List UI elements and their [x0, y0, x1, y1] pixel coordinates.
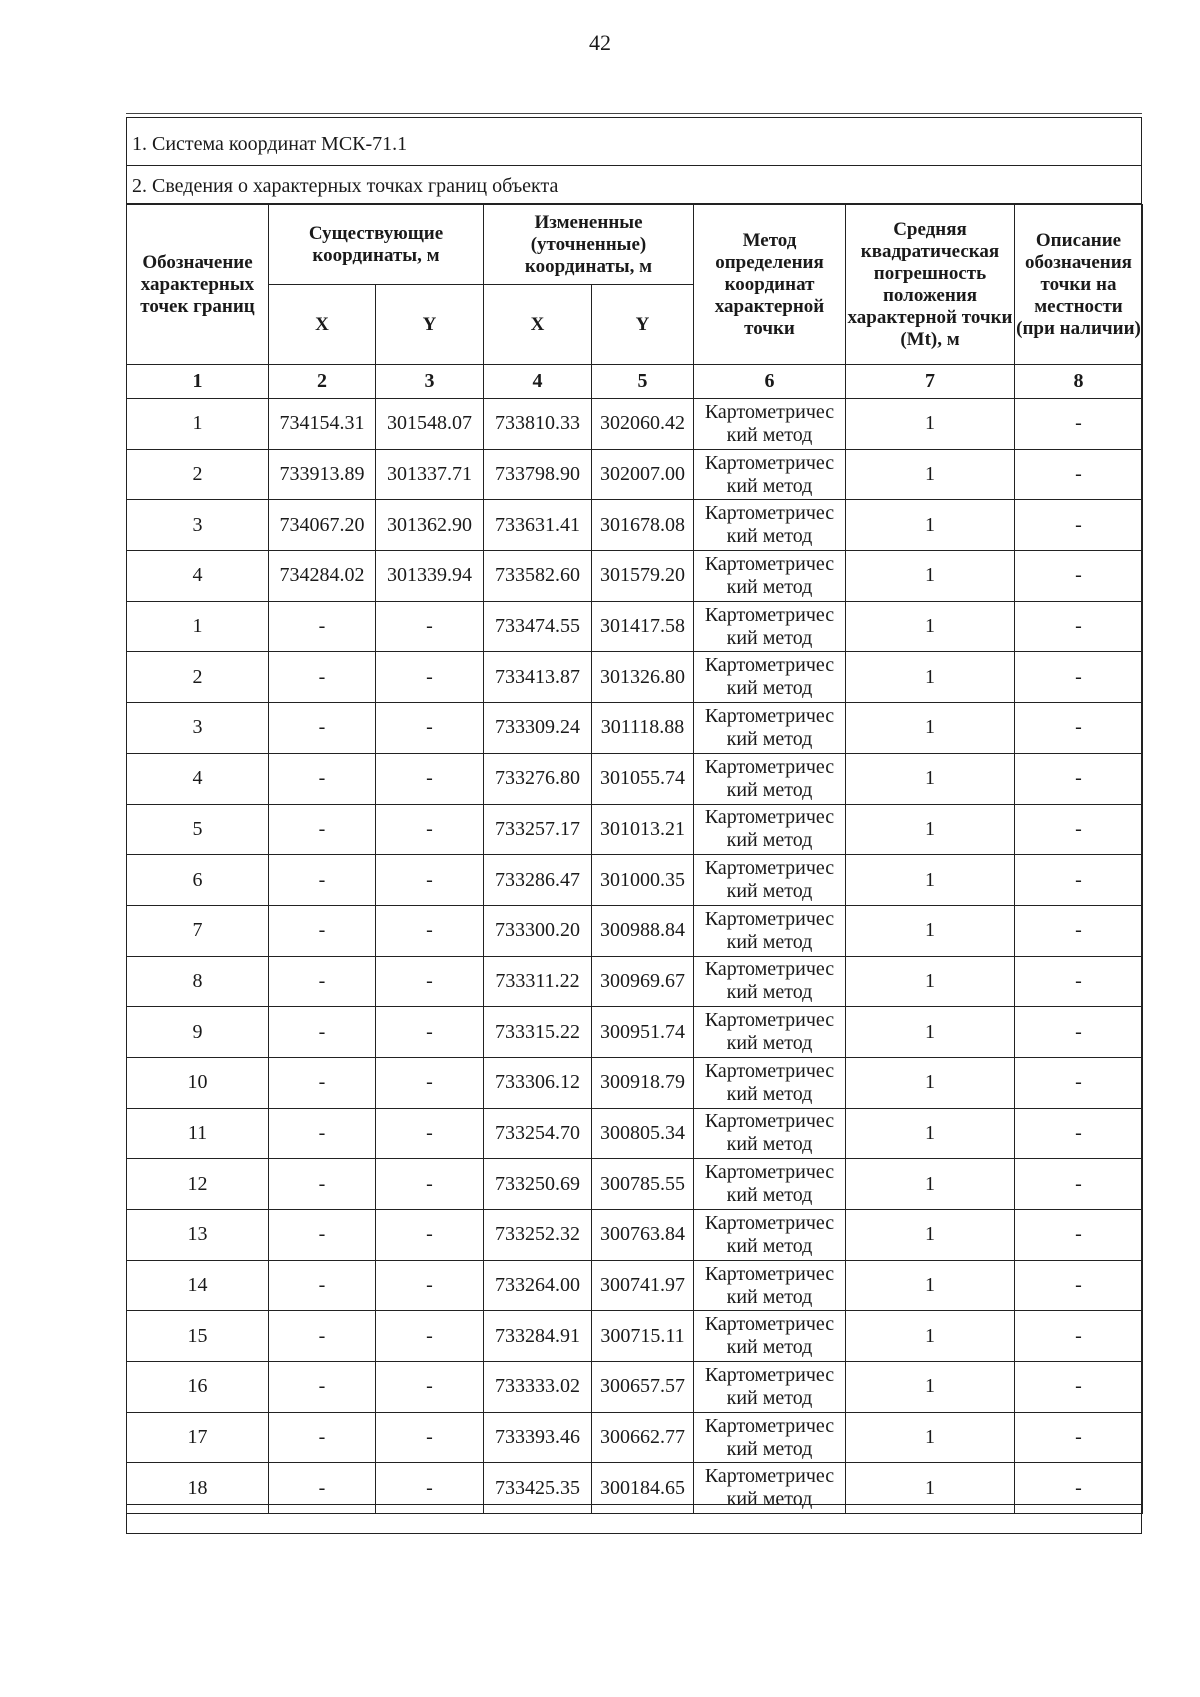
method-text: Картометричес	[704, 958, 835, 981]
method-cell	[694, 1057, 846, 1108]
existing-y-cell: -	[376, 753, 484, 804]
changed-y-cell: 301579.20	[592, 551, 694, 602]
changed-y-cell: 300951.74	[592, 1007, 694, 1058]
table-row	[127, 652, 1143, 703]
method-text: кий метод	[726, 1234, 813, 1257]
point-cell: 1	[127, 601, 269, 652]
table-row	[127, 1463, 1143, 1514]
point-cell: 18	[127, 1463, 269, 1514]
changed-x-cell: 733250.69	[484, 1159, 592, 1210]
point-cell: 6	[127, 855, 269, 906]
method-text: кий метод	[726, 1336, 813, 1359]
mean-error-cell: 1	[846, 753, 1015, 804]
table-row	[127, 399, 1143, 450]
method-text: Картометричес	[704, 552, 835, 575]
method-text: Картометричес	[704, 907, 835, 930]
existing-x-cell: 733913.89	[269, 449, 376, 500]
mean-error-cell: 1	[846, 449, 1015, 500]
changed-x-cell: 733309.24	[484, 703, 592, 754]
description-cell: -	[1015, 1260, 1143, 1311]
method-text: кий метод	[726, 930, 813, 953]
point-cell: 5	[127, 804, 269, 855]
mean-error-cell: 1	[846, 1108, 1015, 1159]
method-text: кий метод	[726, 1285, 813, 1308]
method-text: Картометричес	[704, 1414, 835, 1437]
method-text: Картометричес	[704, 755, 835, 778]
mean-error-cell: 1	[846, 1260, 1015, 1311]
method-text: Картометричес	[704, 400, 835, 423]
mean-error-cell: 1	[846, 1007, 1015, 1058]
existing-y-cell: -	[376, 956, 484, 1007]
method-cell	[694, 1311, 846, 1362]
existing-y-cell: 301362.90	[376, 500, 484, 551]
mean-error-cell: 1	[846, 1159, 1015, 1210]
changed-x-cell: 733315.22	[484, 1007, 592, 1058]
existing-x-cell: -	[269, 905, 376, 956]
method-cell	[694, 905, 846, 956]
existing-y-cell: -	[376, 1362, 484, 1413]
changed-y-cell: 300969.67	[592, 956, 694, 1007]
existing-y-cell: -	[376, 1463, 484, 1514]
method-cell	[694, 1007, 846, 1058]
existing-y-cell: -	[376, 1159, 484, 1210]
mean-error-cell: 1	[846, 905, 1015, 956]
changed-x-cell: 733582.60	[484, 551, 592, 602]
existing-y-cell: -	[376, 1210, 484, 1261]
description-cell: -	[1015, 1463, 1143, 1514]
method-text: кий метод	[726, 626, 813, 649]
method-text: кий метод	[726, 1184, 813, 1207]
method-text: Картометричес	[704, 603, 835, 626]
table-row	[127, 1210, 1143, 1261]
description-cell: -	[1015, 855, 1143, 906]
point-cell: 11	[127, 1108, 269, 1159]
method-cell	[694, 1463, 846, 1514]
existing-x-cell: 734067.20	[269, 500, 376, 551]
method-text: кий метод	[726, 727, 813, 750]
existing-x-cell: -	[269, 601, 376, 652]
changed-x-cell: 733300.20	[484, 905, 592, 956]
description-cell: -	[1015, 449, 1143, 500]
changed-y-cell: 300763.84	[592, 1210, 694, 1261]
point-cell: 13	[127, 1210, 269, 1261]
existing-x-cell: -	[269, 1412, 376, 1463]
method-cell	[694, 449, 846, 500]
changed-y-cell: 302007.00	[592, 449, 694, 500]
changed-x-cell: 733254.70	[484, 1108, 592, 1159]
mean-error-cell: 1	[846, 399, 1015, 450]
changed-x-cell: 733264.00	[484, 1260, 592, 1311]
existing-x-cell: 734284.02	[269, 551, 376, 602]
method-cell	[694, 1108, 846, 1159]
method-cell	[694, 804, 846, 855]
existing-x-cell: -	[269, 703, 376, 754]
method-text: Картометричес	[704, 1211, 835, 1234]
table-row	[127, 1362, 1143, 1413]
method-text: Картометричес	[704, 1110, 835, 1133]
existing-y-cell: -	[376, 855, 484, 906]
existing-x-cell: -	[269, 1210, 376, 1261]
changed-y-cell: 301326.80	[592, 652, 694, 703]
mean-error-cell: 1	[846, 1362, 1015, 1413]
table-row	[127, 1007, 1143, 1058]
changed-y-cell: 301118.88	[592, 703, 694, 754]
header-existing-x: X	[269, 285, 376, 365]
method-text: кий метод	[726, 880, 813, 903]
method-text: Картометричес	[704, 857, 835, 880]
point-cell: 17	[127, 1412, 269, 1463]
method-cell	[694, 601, 846, 652]
method-text: кий метод	[726, 1133, 813, 1156]
point-cell: 15	[127, 1311, 269, 1362]
method-text: кий метод	[726, 423, 813, 446]
method-text: кий метод	[726, 778, 813, 801]
existing-x-cell: -	[269, 1159, 376, 1210]
description-cell: -	[1015, 956, 1143, 1007]
point-cell: 3	[127, 703, 269, 754]
existing-y-cell: -	[376, 804, 484, 855]
description-cell: -	[1015, 1412, 1143, 1463]
column-number: 8	[1015, 365, 1143, 399]
method-text: кий метод	[726, 1082, 813, 1105]
column-number: 5	[592, 365, 694, 399]
point-cell: 10	[127, 1057, 269, 1108]
existing-x-cell: -	[269, 1260, 376, 1311]
changed-y-cell: 300785.55	[592, 1159, 694, 1210]
description-cell: -	[1015, 399, 1143, 450]
header-method: Метод определения координат характерной точки	[694, 205, 846, 365]
method-text: Картометричес	[704, 1262, 835, 1285]
existing-x-cell: -	[269, 1311, 376, 1362]
column-number: 3	[376, 365, 484, 399]
changed-y-cell: 300657.57	[592, 1362, 694, 1413]
method-text: Картометричес	[704, 1465, 835, 1488]
point-cell: 4	[127, 753, 269, 804]
mean-error-cell: 1	[846, 652, 1015, 703]
mean-error-cell: 1	[846, 551, 1015, 602]
point-cell: 7	[127, 905, 269, 956]
existing-y-cell: 301337.71	[376, 449, 484, 500]
method-cell	[694, 1260, 846, 1311]
changed-y-cell: 301055.74	[592, 753, 694, 804]
header-description: Описание обозначения точки на местности (при наличии)	[1015, 205, 1143, 365]
description-cell: -	[1015, 1057, 1143, 1108]
point-cell: 8	[127, 956, 269, 1007]
header-existing-y: Y	[376, 285, 484, 365]
existing-y-cell: -	[376, 905, 484, 956]
existing-y-cell: 301548.07	[376, 399, 484, 450]
header-changed-x: X	[484, 285, 592, 365]
existing-x-cell: 734154.31	[269, 399, 376, 450]
method-cell	[694, 703, 846, 754]
description-cell: -	[1015, 1210, 1143, 1261]
changed-y-cell: 301000.35	[592, 855, 694, 906]
changed-x-cell: 733425.35	[484, 1463, 592, 1514]
existing-x-cell: -	[269, 1007, 376, 1058]
method-cell	[694, 500, 846, 551]
table-row	[127, 551, 1143, 602]
changed-y-cell: 300805.34	[592, 1108, 694, 1159]
mean-error-cell: 1	[846, 1311, 1015, 1362]
method-cell	[694, 753, 846, 804]
changed-y-cell: 300715.11	[592, 1311, 694, 1362]
point-cell: 14	[127, 1260, 269, 1311]
changed-x-cell: 733311.22	[484, 956, 592, 1007]
method-text: Картометричес	[704, 806, 835, 829]
method-cell	[694, 652, 846, 703]
section-title: 2. Сведения о характерных точках границ объекта	[126, 166, 1142, 204]
point-cell: 2	[127, 449, 269, 500]
point-cell: 12	[127, 1159, 269, 1210]
mean-error-cell: 1	[846, 1057, 1015, 1108]
description-cell: -	[1015, 1108, 1143, 1159]
table-row	[127, 804, 1143, 855]
existing-x-cell: -	[269, 1057, 376, 1108]
method-cell	[694, 1362, 846, 1413]
point-cell: 16	[127, 1362, 269, 1413]
table-row	[127, 956, 1143, 1007]
changed-x-cell: 733631.41	[484, 500, 592, 551]
mean-error-cell: 1	[846, 1412, 1015, 1463]
description-cell: -	[1015, 1311, 1143, 1362]
existing-x-cell: -	[269, 804, 376, 855]
header-mean-error: Средняя квадратическая погрешность положения характерной точки (Mt), м	[846, 205, 1015, 365]
existing-y-cell: -	[376, 652, 484, 703]
table-row	[127, 500, 1143, 551]
existing-x-cell: -	[269, 753, 376, 804]
method-text: Картометричес	[704, 502, 835, 525]
changed-y-cell: 300918.79	[592, 1057, 694, 1108]
existing-x-cell: -	[269, 956, 376, 1007]
existing-y-cell: -	[376, 601, 484, 652]
table-row	[127, 703, 1143, 754]
method-cell	[694, 956, 846, 1007]
method-text: Картометричес	[704, 451, 835, 474]
method-text: кий метод	[726, 677, 813, 700]
point-cell: 1	[127, 399, 269, 450]
table-row	[127, 1311, 1143, 1362]
table-row	[127, 1057, 1143, 1108]
existing-x-cell: -	[269, 1362, 376, 1413]
table-row	[127, 753, 1143, 804]
method-text: кий метод	[726, 474, 813, 497]
page-number: 42	[589, 30, 611, 55]
column-number: 6	[694, 365, 846, 399]
existing-y-cell: 301339.94	[376, 551, 484, 602]
changed-y-cell: 300741.97	[592, 1260, 694, 1311]
point-cell: 9	[127, 1007, 269, 1058]
description-cell: -	[1015, 652, 1143, 703]
changed-y-cell: 302060.42	[592, 399, 694, 450]
mean-error-cell: 1	[846, 601, 1015, 652]
method-cell	[694, 399, 846, 450]
changed-y-cell: 300662.77	[592, 1412, 694, 1463]
changed-x-cell: 733333.02	[484, 1362, 592, 1413]
boundary-points-table	[126, 204, 1143, 1514]
table-row	[127, 1260, 1143, 1311]
description-cell: -	[1015, 804, 1143, 855]
method-text: кий метод	[726, 1032, 813, 1055]
description-cell: -	[1015, 1007, 1143, 1058]
description-cell: -	[1015, 753, 1143, 804]
column-number: 2	[269, 365, 376, 399]
method-cell	[694, 551, 846, 602]
frame-top-rule	[126, 113, 1142, 114]
changed-x-cell: 733413.87	[484, 652, 592, 703]
existing-x-cell: -	[269, 1108, 376, 1159]
column-number: 1	[127, 365, 269, 399]
header-changed-y: Y	[592, 285, 694, 365]
existing-y-cell: -	[376, 1007, 484, 1058]
method-text: кий метод	[726, 981, 813, 1004]
point-cell: 2	[127, 652, 269, 703]
description-cell: -	[1015, 703, 1143, 754]
changed-y-cell: 300988.84	[592, 905, 694, 956]
method-text: кий метод	[726, 575, 813, 598]
description-cell: -	[1015, 500, 1143, 551]
method-text: Картометричес	[704, 1313, 835, 1336]
changed-x-cell: 733306.12	[484, 1057, 592, 1108]
method-text: Картометричес	[704, 654, 835, 677]
existing-x-cell: -	[269, 1463, 376, 1514]
method-text: кий метод	[726, 1386, 813, 1409]
existing-y-cell: -	[376, 1311, 484, 1362]
header-changed-coordinates: Измененные (уточненные) координаты, м	[484, 205, 694, 285]
description-cell: -	[1015, 601, 1143, 652]
method-text: Картометричес	[704, 704, 835, 727]
point-cell: 3	[127, 500, 269, 551]
description-cell: -	[1015, 551, 1143, 602]
column-number: 4	[484, 365, 592, 399]
mean-error-cell: 1	[846, 804, 1015, 855]
description-cell: -	[1015, 1159, 1143, 1210]
changed-x-cell: 733276.80	[484, 753, 592, 804]
mean-error-cell: 1	[846, 703, 1015, 754]
table-row	[127, 601, 1143, 652]
method-text: Картометричес	[704, 1009, 835, 1032]
coordinate-system-line: 1. Система координат МСК-71.1	[126, 117, 1142, 166]
method-text: кий метод	[726, 525, 813, 548]
changed-x-cell: 733810.33	[484, 399, 592, 450]
table-row	[127, 1108, 1143, 1159]
changed-x-cell: 733257.17	[484, 804, 592, 855]
changed-x-cell: 733393.46	[484, 1412, 592, 1463]
table-row	[127, 1412, 1143, 1463]
changed-y-cell: 301417.58	[592, 601, 694, 652]
changed-y-cell: 301013.21	[592, 804, 694, 855]
table-row	[127, 855, 1143, 906]
changed-x-cell: 733474.55	[484, 601, 592, 652]
mean-error-cell: 1	[846, 1210, 1015, 1261]
mean-error-cell: 1	[846, 1463, 1015, 1514]
header-point-designation: Обозначение характерных точек границ	[127, 205, 269, 365]
header-existing-coordinates: Существующие координаты, м	[269, 205, 484, 285]
existing-x-cell: -	[269, 652, 376, 703]
method-text: кий метод	[726, 1488, 813, 1511]
description-cell: -	[1015, 1362, 1143, 1413]
changed-x-cell: 733252.32	[484, 1210, 592, 1261]
point-cell: 4	[127, 551, 269, 602]
existing-y-cell: -	[376, 1412, 484, 1463]
method-text: кий метод	[726, 1437, 813, 1460]
method-text: кий метод	[726, 829, 813, 852]
method-cell	[694, 855, 846, 906]
changed-x-cell: 733798.90	[484, 449, 592, 500]
changed-y-cell: 300184.65	[592, 1463, 694, 1514]
column-number-row	[127, 365, 1143, 399]
description-cell: -	[1015, 905, 1143, 956]
method-cell	[694, 1159, 846, 1210]
existing-y-cell: -	[376, 703, 484, 754]
table-row	[127, 449, 1143, 500]
mean-error-cell: 1	[846, 500, 1015, 551]
method-cell	[694, 1412, 846, 1463]
method-text: Картометричес	[704, 1363, 835, 1386]
method-text: Картометричес	[704, 1059, 835, 1082]
existing-y-cell: -	[376, 1108, 484, 1159]
method-text: Картометричес	[704, 1161, 835, 1184]
table-row	[127, 1159, 1143, 1210]
column-number: 7	[846, 365, 1015, 399]
existing-y-cell: -	[376, 1057, 484, 1108]
changed-y-cell: 301678.08	[592, 500, 694, 551]
changed-x-cell: 733284.91	[484, 1311, 592, 1362]
mean-error-cell: 1	[846, 855, 1015, 906]
table-bottom-rule	[126, 1504, 1142, 1505]
method-cell	[694, 1210, 846, 1261]
table-row	[127, 905, 1143, 956]
existing-y-cell: -	[376, 1260, 484, 1311]
changed-x-cell: 733286.47	[484, 855, 592, 906]
mean-error-cell: 1	[846, 956, 1015, 1007]
existing-x-cell: -	[269, 855, 376, 906]
